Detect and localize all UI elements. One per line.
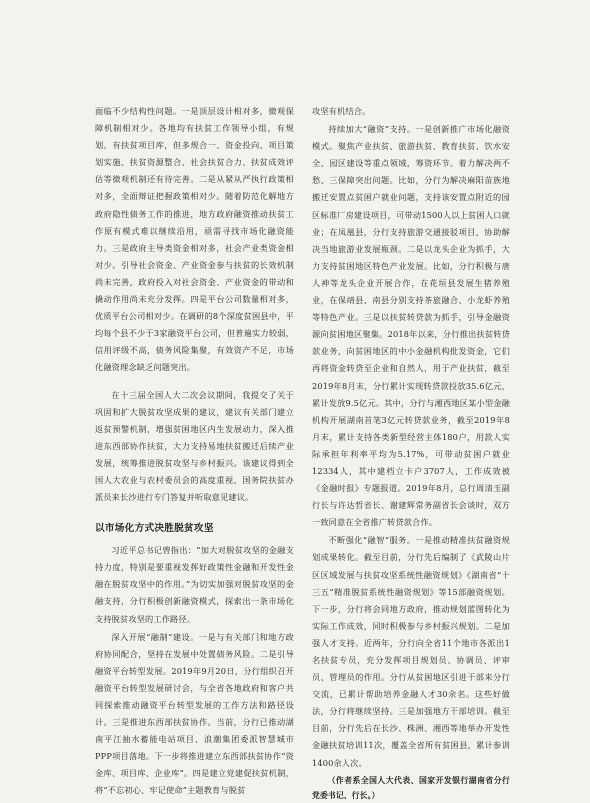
paragraph-xi-quote: 习近平总书记曾指出：“加大对脱贫攻坚的金融支持力度，特别是要重视发挥好政策性金融和开发性金融在脱贫攻坚中的作用。”为切实加强对脱贫攻坚的金融支持，分行积极创新融资模式，探索出一条市场化支持脱贫攻坚的工作路径。 (95, 545, 294, 624)
author-byline: （作者系全国人大代表、国家开发银行湖南省分行党委书记、行长。） (312, 775, 510, 800)
right-text-column (312, 103, 510, 803)
left-text-column (95, 103, 294, 800)
paragraph-continuation: 攻坚有机结合。 (312, 106, 371, 116)
section-heading: 以市场化方式决胜脱贫攻坚 (95, 523, 214, 535)
paragraph-financing-support: 持续加大“融资”支持。一是创新推广市场化融资模式。聚焦产业扶贫、旅游扶贫、教育扶贫、饮水安全、园区建设等重点领域，筹资环节。着力解决两不愁、三保障突出问题。比如，分行为解决麻阳苗族地搬迁安置点贫困户就业问题，支持该安置点附近的园区标准厂房建设项目，可带动1500人以上贫困人口就业；在凤凰县，分行支持旅游交通接驳项目，协助解决当地旅游业发展瓶颈。二是以龙头企业为抓手，大力支持贫困地区特色产业发展。比如，分行积极与唐人神等龙头企业开展合作，在花垣县发展生猪养殖业，在保靖县、南县分别支持茶旅融合、小龙虾养殖等特色产业。三是以扶贫转贷款为抓手，引导金融资源向贫困地区聚集。2018年以来，分行推出扶贫转贷款业务，向贫困地区的中小金融机构批发资金，它们再将资金转贷至企业和自然人，用于产业扶贫，截至2019年8月末，分行累计实现转贷款投放35.6亿元，累计发放9.5亿元。其中，分行与湘西地区某小型金融机构开展湖南首笔3亿元转贷款业务，截至2019年8月末，累计支持各类新型经营主体180户，用款人实际承担年利率平均为5.17%，可带动贫困户就业12334人，其中建档立卡户3707人，工作成效被《金融时报》专题报道。2019年8月，总行周清玉副行长与许达哲省长、谢建辉常务副省长会谈时，双方一致同意在全省推广转贷款合作。 (312, 124, 510, 528)
paragraph-intelligence-service: 不断强化“融智”服务。一是推动精准扶贫融资规划成果转化。截至目前，分行先后编制了《武陵山片区区域发展与扶贫攻坚系统性融资规划》《湖南省“十三五”精准脱贫系统性融资规划》等15部融资规划。下一步，分行将会同地方政府，推动规划蓝图转化为实际工作成效，同时积极参与乡村振兴规划。二是加强人才支持。近两年，分行向全省11个地市各派出1名扶贫专员，充分发挥项目规划员、协调员、评审员、管理员的作用。分行从贫困地区引进干部来分行交流，已累计帮助培养金融人才30余名。这些好做法，分行将继续坚持。三是加强地方干部培训。截至目前，分行先后在长沙、株洲、湘西等地举办开发性金融扶贫培训11次，覆盖全省所有贫困县，累计参训1400余人次。 (312, 535, 510, 768)
paragraph-financing-system: 深入开展“融制”建设。一是与有关部门和地方政府协同配合，坚持在发展中处置债务风险。二是引导融资平台转型发展。2019年9月20日，分行组织召开融资平台转型发展研讨会，与全省各地政府和客户共同探索推动融资平台转型发展的工作方法和路径设计。三是推进东西部扶贫协作。当前，分行已推动湖南平江抽水蓄能电站项目、浪潮集团委派智慧城市PPP项目落地。下一步将推进建立东西部扶贫协作“资金库、项目库、企业库”。四是建立党建促扶贫机制，将“不忘初心、牢记使命”主题教育与脱贫 (95, 631, 294, 796)
paragraph-structural-problems: 面临不少结构性问题。一是顶层设计相对多，微观保障机制相对少。各地均有扶贫工作领导小组，有规划，有扶贫项目库，但多规合一、资金投向、项目策划实施、扶贫资源整合、社会扶贫合力、扶贫成效评估等微观机制还有待完善。二是从紧从严执行政策相对多，全面辩证把握政策相对少。随着防范化解地方政府隐性债务工作的推进，地方政府融资推动扶贫工作原有模式难以继续沿用，亟需寻找市场化融资能力。三是政府主导类资金相对多，社会产业类资金相对少。引导社会资金、产业资金参与扶贫的长效机制尚未完善，政府投入对社会资金、产业资金的带动和撬动作用尚未充分发挥。四是平台公司数量相对多，优质平台公司相对少。在调研的8个深度贫困县中，平均每个县不少于3家融资平台公司，但普遍实力较弱，信用评级不高，债务风险集聚，有效资产不足，市场化融资理念缺乏问题突出。 (95, 106, 294, 373)
paragraph-npc-proposal: 在十三届全国人大二次会议期间，我提交了关于巩固和扩大脱贫攻坚成果的建议，建议有关部门建立返贫预警机制，增强贫困地区内生发展动力，深入推进东西部协作扶贫，大力支持易地扶贫搬迁后续产业发展，统筹推进脱贫攻坚与乡村振兴。该建议得到全国人大农业与农村委员会的高度重视，国务院扶贫办派员来长沙进行专门答复并听取意见建议。 (95, 389, 294, 503)
